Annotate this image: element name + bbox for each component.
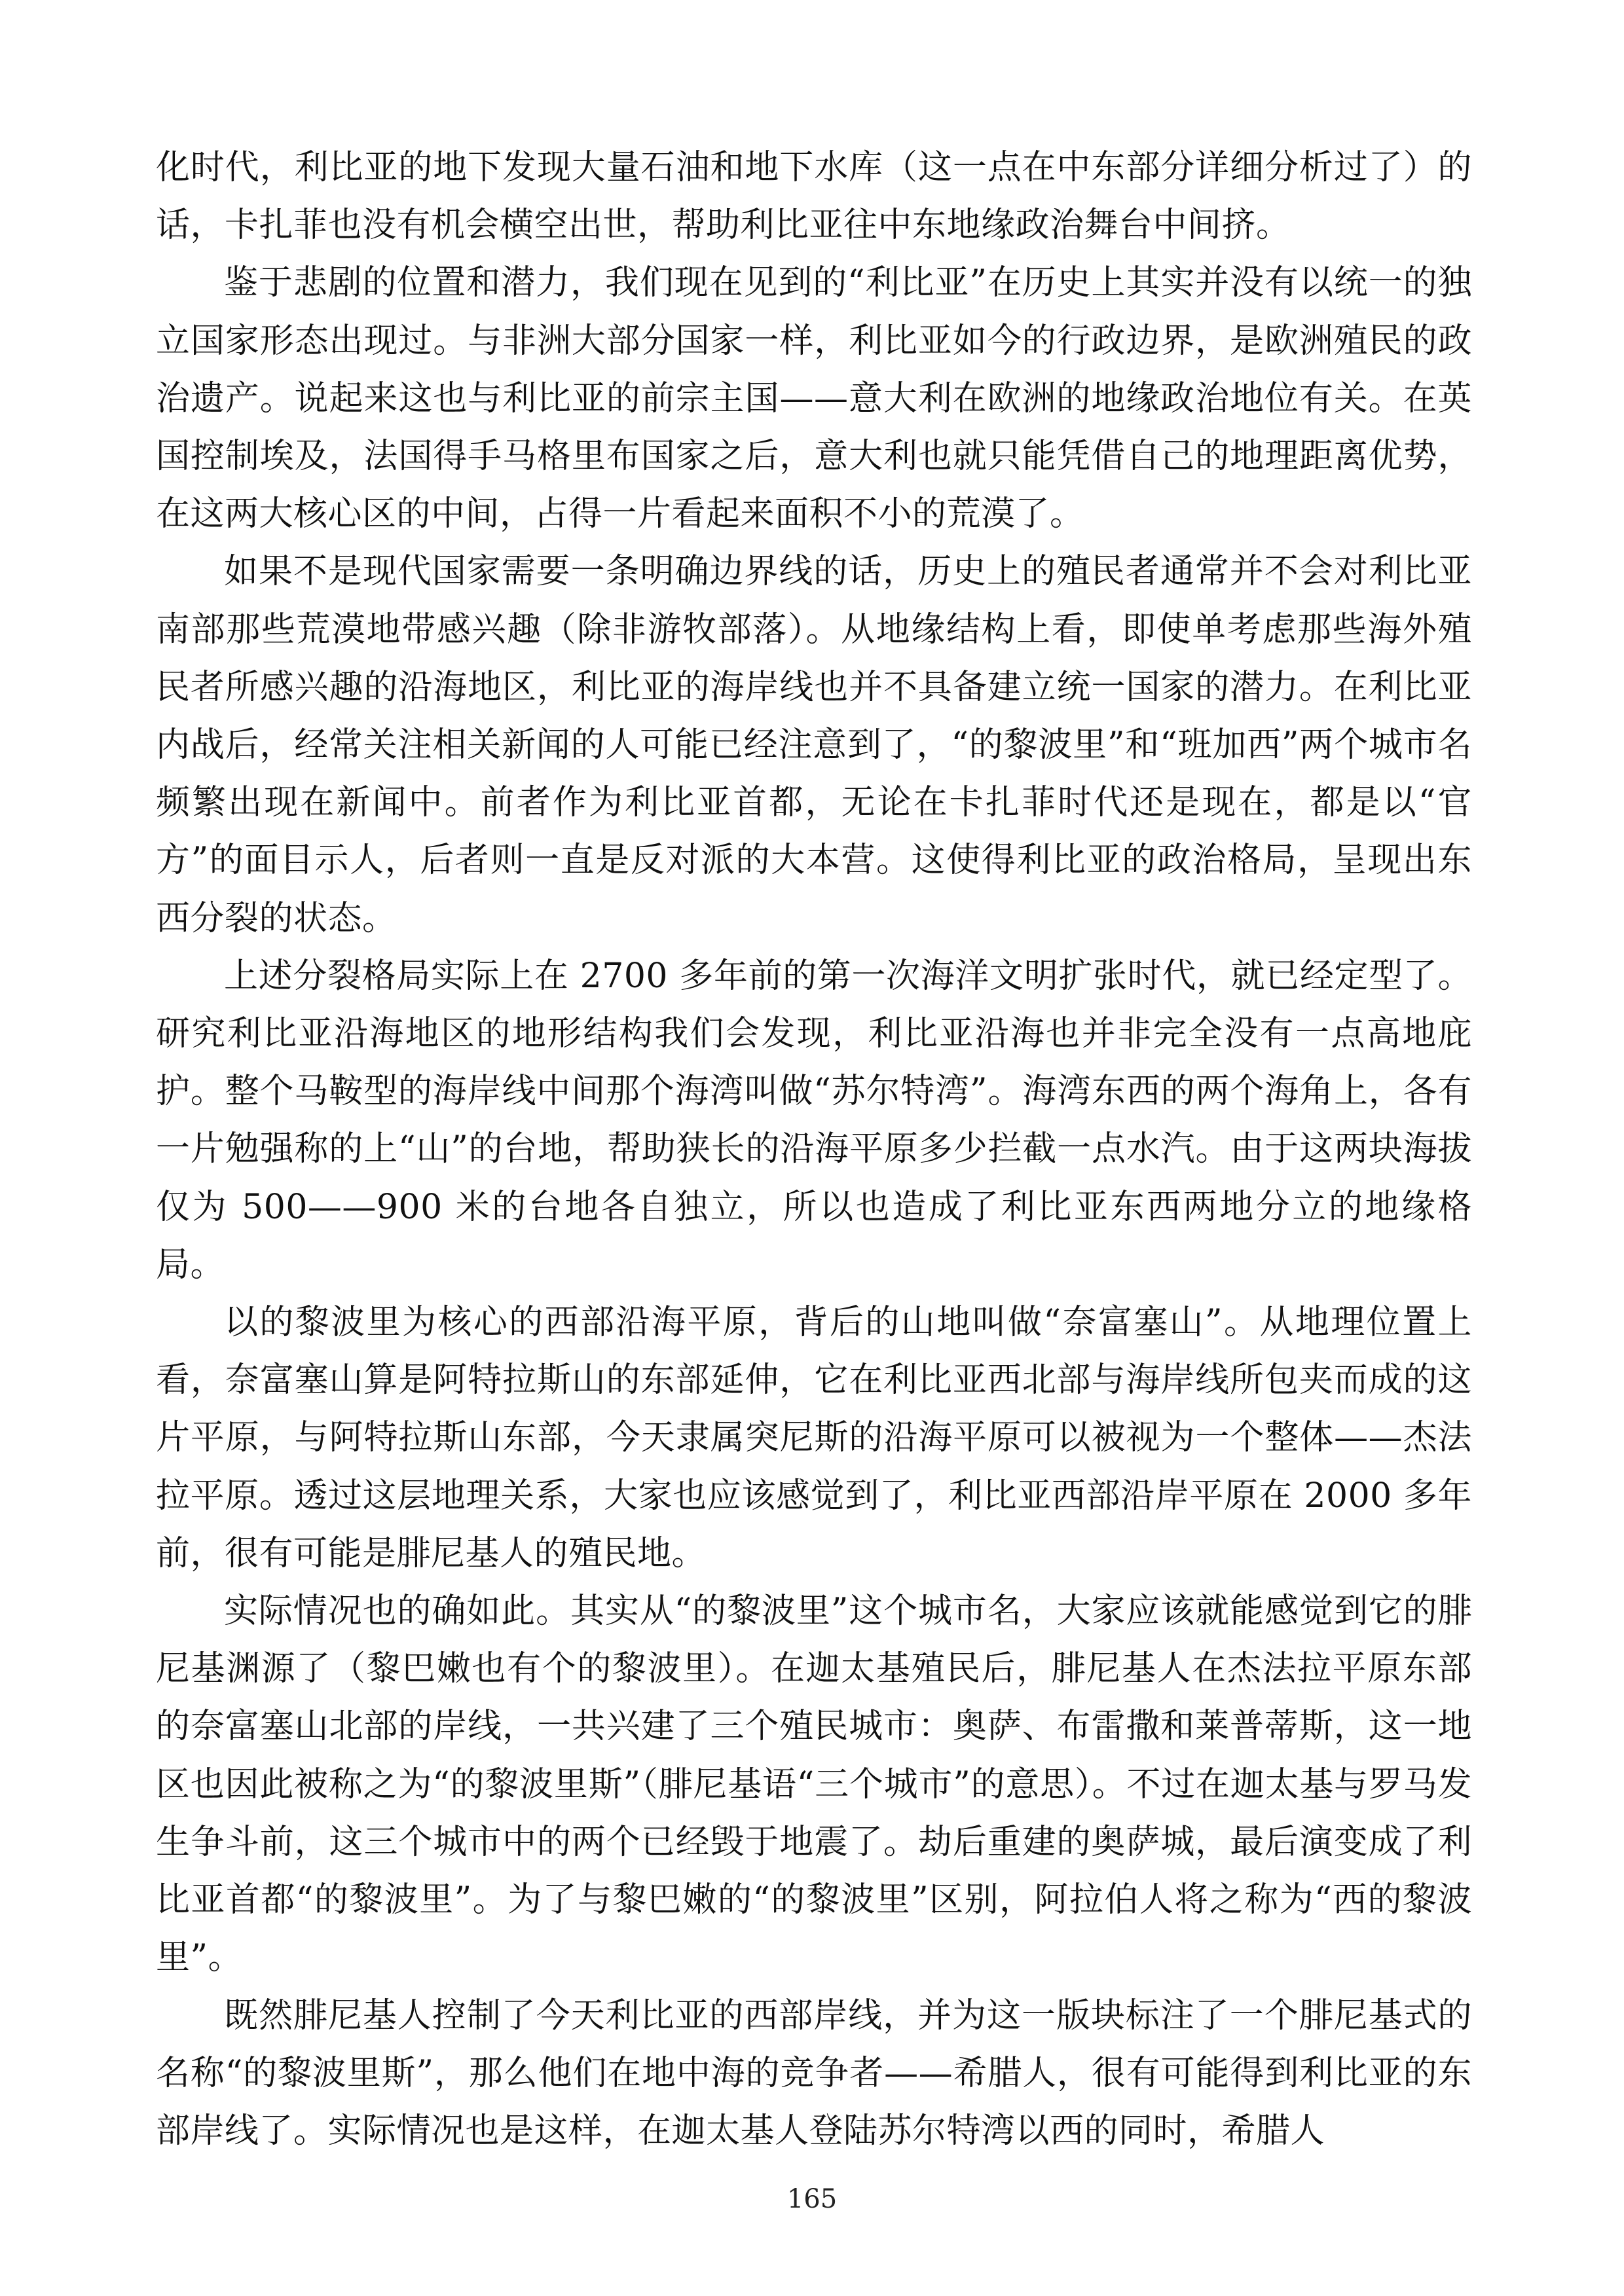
paragraph-3: 如果不是现代国家需要一条明确边界线的话，历史上的殖民者通常并不会对利比亚南部那些荒漠地带感兴趣（除非游牧部落）。从地缘结构上看，即使单考虑那些海外殖民者所感兴趣的沿海地区，利比亚的海岸线也并不具备建立统一国家的潜力。在利比亚内战后，经常关注相关新闻的人可能已经注意到了，“的黎波里”和“班加西”两个城市名频繁出现在新闻中。前者作为利比亚首都，无论在卡扎菲时代还是现在，都是以“官方”的面目示人，后者则一直是反对派的大本营。这使得利比亚的政治格局，呈现出东西分裂的状态。 (156, 552, 1472, 938)
paragraph-7: 既然腓尼基人控制了今天利比亚的西部岸线，并为这一版块标注了一个腓尼基式的名称“的黎波里斯”，那么他们在地中海的竞争者——希腊人，很有可能得到利比亚的东部岸线了。实际情况也是这样，在迦太基人登陆苏尔特湾以西的同时，希腊人 (156, 1995, 1472, 2151)
paragraph-2: 鉴于悲剧的位置和潜力，我们现在见到的“利比亚”在历史上其实并没有以统一的独立国家形态出现过。与非洲大部分国家一样，利比亚如今的行政边界，是欧洲殖民的政治遗产。说起来这也与利比亚的前宗主国——意大利在欧洲的地缘政治地位有关。在英国控制埃及，法国得手马格里布国家之后，意大利也就只能凭借自己的地理距离优势，在这两大核心区的中间，占得一片看起来面积不小的荒漠了。 (156, 263, 1472, 534)
paragraph-4: 上述分裂格局实际上在 2700 多年前的第一次海洋文明扩张时代，就已经定型了。研究利比亚沿海地区的地形结构我们会发现，利比亚沿海也并非完全没有一点高地庇护。整个马鞍型的海岸线中间那个海湾叫做“苏尔特湾”。海湾东西的两个海角上，各有一片勉强称的上“山”的台地，帮助狭长的沿海平原多少拦截一点水汽。由于这两块海拔仅为 500——900 米的台地各自独立，所以也造成了利比亚东西两地分立的地缘格局。 (156, 956, 1472, 1285)
paragraph-1: 化时代，利比亚的地下发现大量石油和地下水库（这一点在中东部分详细分析过了）的话，卡扎菲也没有机会横空出世，帮助利比亚往中东地缘政治舞台中间挤。 (156, 148, 1472, 246)
paragraph-6: 实际情况也的确如此。其实从“的黎波里”这个城市名，大家应该就能感觉到它的腓尼基渊源了（黎巴嫩也有个的黎波里）。在迦太基殖民后，腓尼基人在杰法拉平原东部的奈富塞山北部的岸线，一共兴建了三个殖民城市：奥萨、布雷撒和莱普蒂斯，这一地区也因此被称之为“的黎波里斯”（腓尼基语“三个城市”的意思）。不过在迦太基与罗马发生争斗前，这三个城市中的两个已经毁于地震了。劫后重建的奥萨城，最后演变成了利比亚首都“的黎波里”。为了与黎巴嫩的“的黎波里”区别，阿拉伯人将之称为“西的黎波里”。 (156, 1592, 1472, 1978)
page-body (156, 139, 1472, 2160)
page-number: 165 (786, 2184, 838, 2214)
paragraph-5: 以的黎波里为核心的西部沿海平原，背后的山地叫做“奈富塞山”。从地理位置上看，奈富塞山算是阿特拉斯山的东部延伸，它在利比亚西北部与海岸线所包夹而成的这片平原，与阿特拉斯山东部，今天隶属突尼斯的沿海平原可以被视为一个整体——杰法拉平原。透过这层地理关系，大家也应该感觉到了，利比亚西部沿岸平原在 2000 多年前，很有可能是腓尼基人的殖民地。 (156, 1303, 1472, 1573)
